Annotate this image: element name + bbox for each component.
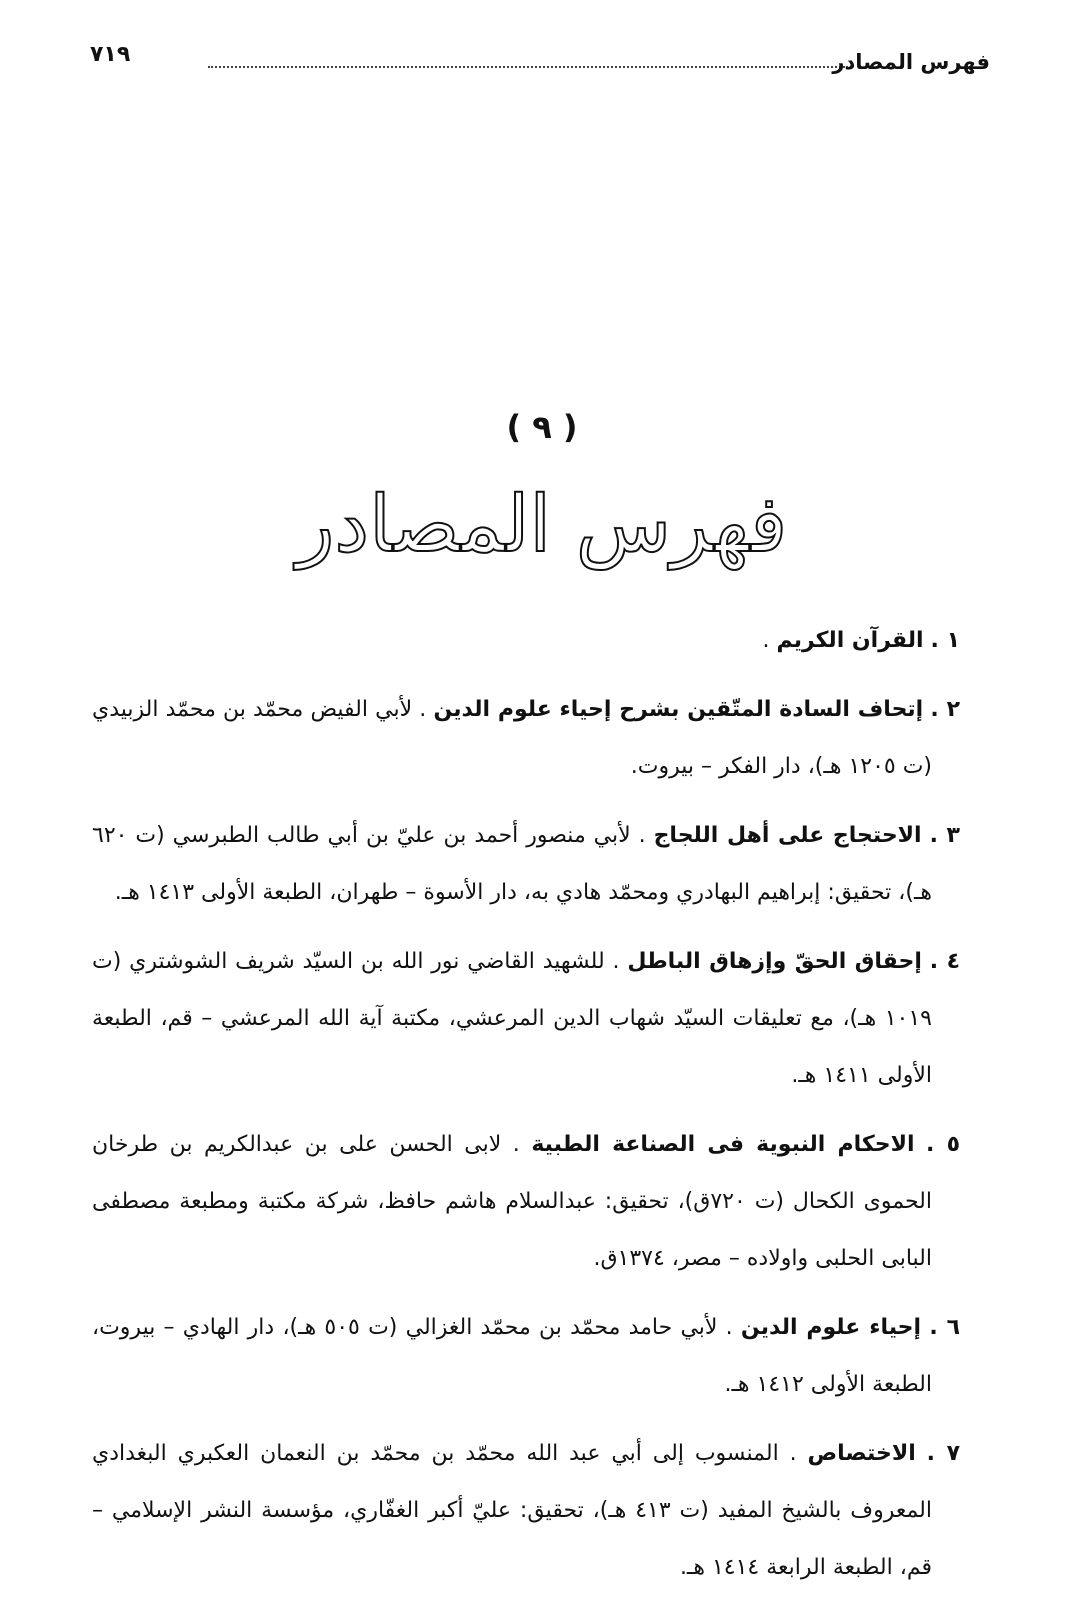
entry-details: . للشهيد القاضي نور الله بن السيّد شريف الشوشتري (ت ١٠١٩ هـ)، مع تعليقات السيّد شهاب الدين المرعشي، مكتبة آية الله المرعشي – قم، الطبعة الأولى ١٤١١ هـ. xyxy=(92,949,932,1088)
header-dotted-leader xyxy=(208,66,848,68)
entry-details: . لأبي حامد محمّد بن محمّد الغزالي (ت ٥٠٥ هـ)، دار الهادي – بيروت، الطبعة الأولى ١٤١٢ هـ. xyxy=(92,1315,932,1397)
entry-details: . المنسوب إلى أبي عبد الله محمّد بن محمّد بن النعمان العكبري البغدادي المعروف بالشيخ المفيد (ت ٤١٣ هـ)، تحقيق: عليّ أكبر الغفّاري، مؤسسة النشر الإسلامي – قم، الطبعة الرابعة ١٤١٤ هـ. xyxy=(92,1441,932,1580)
chapter-number: ( ٩ ) xyxy=(506,408,578,446)
entry-title: الاختصاص xyxy=(807,1441,916,1466)
bibliography-entry xyxy=(92,807,960,921)
entry-details: . لأبي منصور أحمد بن عليّ بن أبي طالب الطبرسي (ت ٦٢٠ هـ)، تحقيق: إبراهيم البهادري ومحمّد هادي به، دار الأسوة – طهران، الطبعة الأولى ١٤١٣ هـ. xyxy=(92,823,932,905)
entry-title: إحقاق الحقّ وإزهاق الباطل xyxy=(627,949,922,974)
bibliography-entry xyxy=(92,1299,960,1413)
entry-number: ٦ . xyxy=(929,1315,961,1340)
entry-number: ٣ . xyxy=(929,823,960,848)
entry-number: ١ . xyxy=(930,628,960,653)
bibliography-entry xyxy=(92,933,960,1104)
chapter-title: فهرس المصادر xyxy=(296,480,788,570)
entry-title: إتحاف السادة المتّقين بشرح إحياء علوم الدين xyxy=(433,697,924,722)
page-number: ٧١٩ xyxy=(90,42,131,67)
entry-details: . لأبي الفيض محمّد بن محمّد الزبيدي (ت ١٢٠٥ هـ)، دار الفكر – بيروت. xyxy=(92,697,932,779)
entry-title: الاحتجاج على أهل اللجاج xyxy=(653,823,922,848)
bibliography-list xyxy=(92,612,960,1608)
bibliography-entry xyxy=(92,1425,960,1596)
entry-title: القرآن الكريم xyxy=(776,628,924,653)
entry-number: ٥ . xyxy=(926,1132,961,1157)
bibliography-entry xyxy=(92,612,960,669)
entry-details: . لابى الحسن على بن عبدالكريم بن طرخان الحموى الكحال (ت ٧٢٠ق)، تحقيق: عبدالسلام هاشم حافظ، شركة مكتبة ومطبعة مصطفى البابى الحلبى واولاده – مصر، ١٣٧٤ق. xyxy=(92,1132,932,1271)
bibliography-entry xyxy=(92,1116,960,1287)
bibliography-entry xyxy=(92,681,960,795)
running-header xyxy=(90,36,990,86)
entry-title: إحياء علوم الدين xyxy=(740,1315,922,1340)
entry-details: . xyxy=(762,628,770,653)
entry-number: ٧ . xyxy=(926,1441,960,1466)
running-title: فهرس المصادر xyxy=(832,50,990,74)
entry-number: ٢ . xyxy=(930,697,960,722)
entry-title: الاحكام النبوية فى الصناعة الطبية xyxy=(531,1132,915,1157)
entry-number: ٤ . xyxy=(929,949,960,974)
